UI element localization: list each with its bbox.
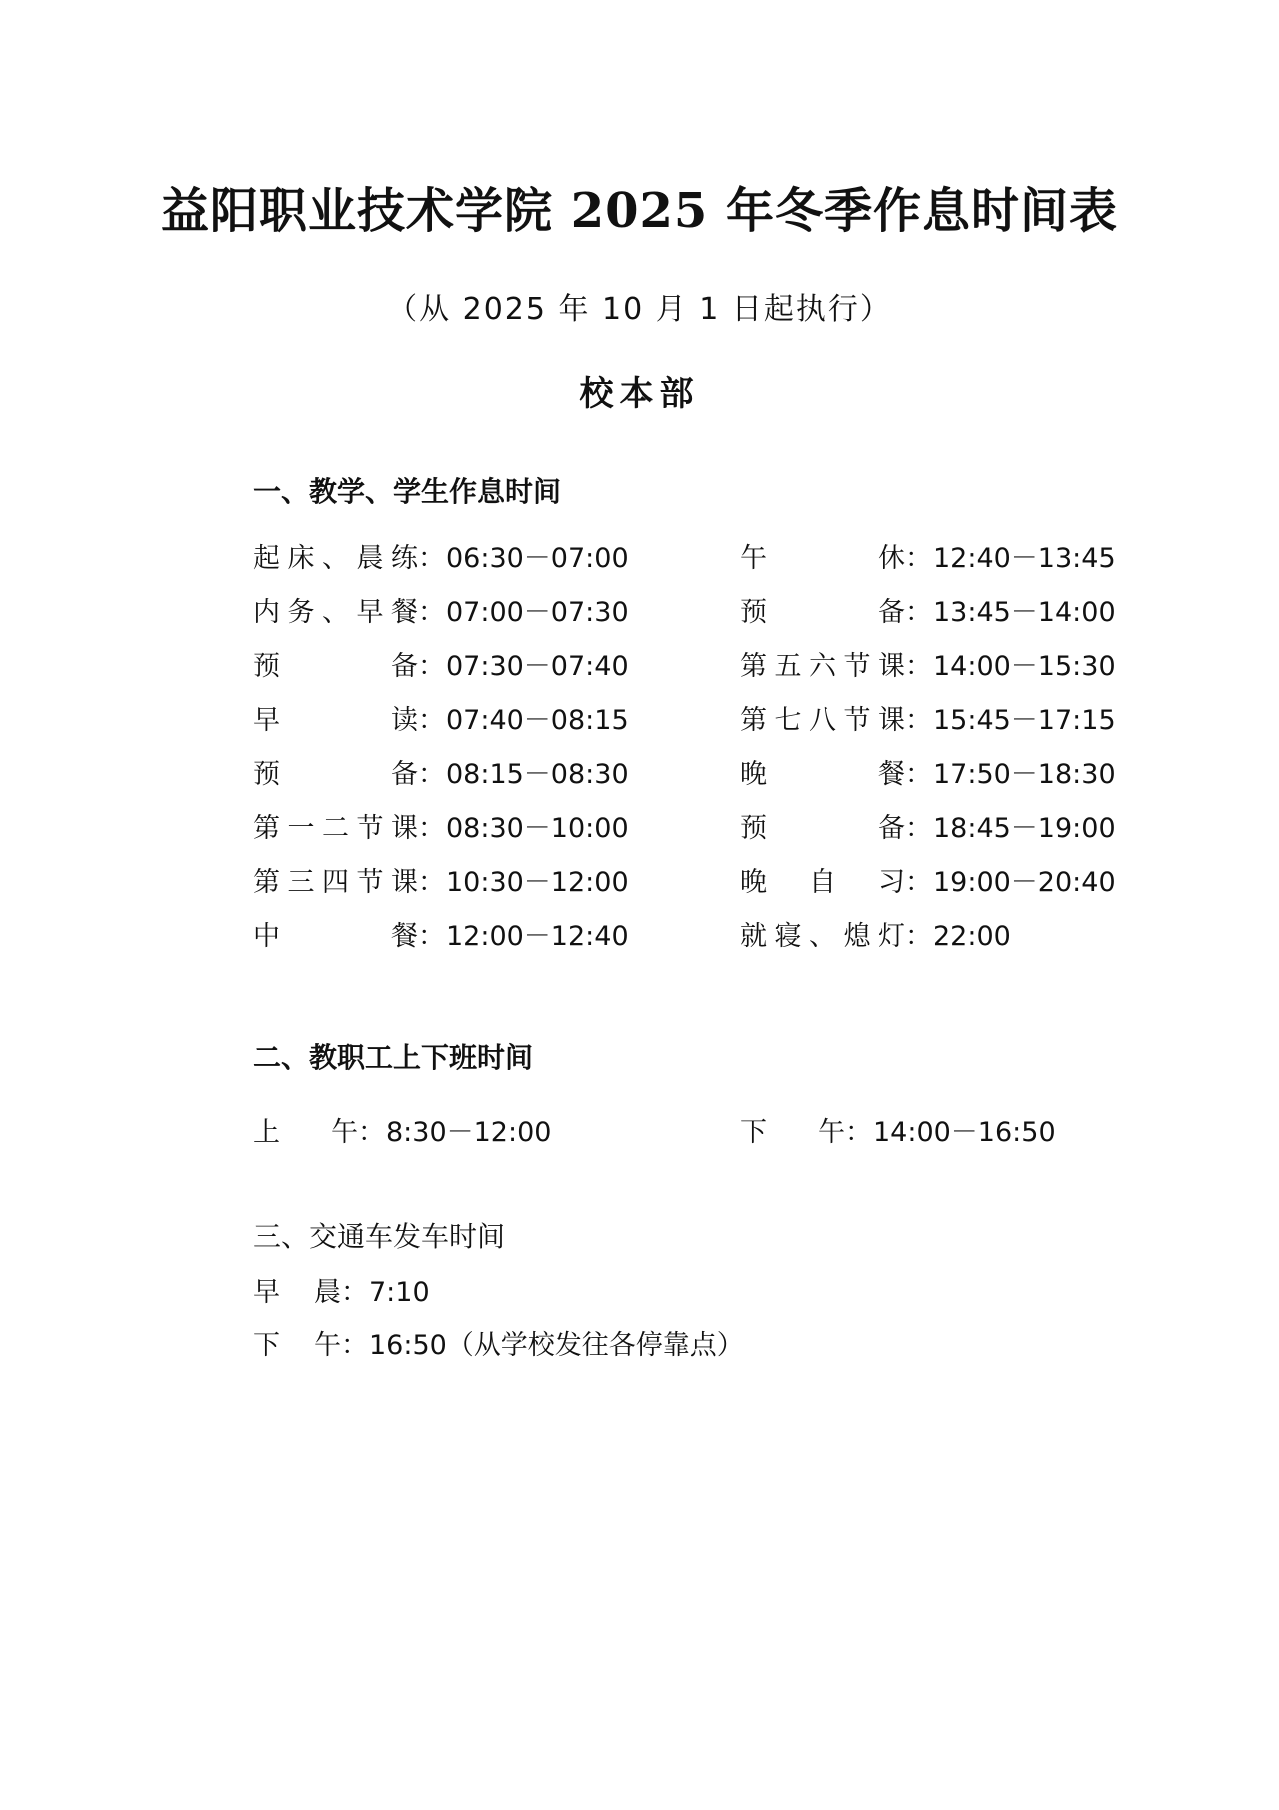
schedule-label: 早读 <box>253 705 418 736</box>
schedule-row: 预备 ： 07:30－07:40 <box>253 644 629 683</box>
schedule-time: 12:00－12:40 <box>446 921 629 952</box>
schedule-time: 07:40－08:15 <box>446 705 629 736</box>
effective-date: （从 2025 年 10 月 1 日起执行） <box>387 292 892 327</box>
schedule-time: 12:40－13:45 <box>933 543 1116 574</box>
schedule-label: 午休 <box>740 543 905 574</box>
schedule-time: 19:00－20:40 <box>933 867 1116 898</box>
schedule-label: 晚自习 <box>740 867 905 898</box>
work-hours-morning: 上午 ： 8:30－12:00 <box>253 1110 551 1149</box>
schedule-time: 7:10 <box>369 1277 430 1308</box>
schedule-time: 15:45－17:15 <box>933 705 1116 736</box>
schedule-row: 起床、晨练 ： 06:30－07:00 <box>253 536 629 575</box>
schedule-label: 下午 <box>253 1330 341 1361</box>
schedule-row: 内务、早餐 ： 07:00－07:30 <box>253 590 629 629</box>
shuttle-row: 下午 ： 16:50（从学校发往各停靠点） <box>253 1323 744 1362</box>
shuttle-row: 早晨 ： 7:10 <box>253 1270 430 1309</box>
schedule-row: 预备 ： 13:45－14:00 <box>740 590 1116 629</box>
schedule-label: 下午 <box>740 1117 845 1148</box>
schedule-time: 08:15－08:30 <box>446 759 629 790</box>
schedule-label: 早晨 <box>253 1277 341 1308</box>
schedule-label: 预备 <box>740 597 905 628</box>
schedule-time: 17:50－18:30 <box>933 759 1116 790</box>
schedule-time: 22:00 <box>933 921 1011 952</box>
schedule-label: 预备 <box>253 651 418 682</box>
section-3-title: 三、交通车发车时间 <box>253 1220 506 1253</box>
document-title: 益阳职业技术学院 2025 年冬季作息时间表 <box>160 183 1119 239</box>
schedule-row: 预备 ： 18:45－19:00 <box>740 806 1116 845</box>
schedule-time: 13:45－14:00 <box>933 597 1116 628</box>
schedule-label: 晚餐 <box>740 759 905 790</box>
schedule-label: 预备 <box>740 813 905 844</box>
schedule-time: 10:30－12:00 <box>446 867 629 898</box>
schedule-label: 第一二节课 <box>253 813 418 844</box>
schedule-time: 16:50（从学校发往各停靠点） <box>369 1330 744 1361</box>
schedule-label: 第七八节课 <box>740 705 905 736</box>
schedule-row: 第七八节课 ： 15:45－17:15 <box>740 698 1116 737</box>
schedule-label: 第三四节课 <box>253 867 418 898</box>
schedule-label: 内务、早餐 <box>253 597 418 628</box>
schedule-time: 07:30－07:40 <box>446 651 629 682</box>
schedule-time: 07:00－07:30 <box>446 597 629 628</box>
schedule-row: 预备 ： 08:15－08:30 <box>253 752 629 791</box>
schedule-row: 晚自习 ： 19:00－20:40 <box>740 860 1116 899</box>
schedule-row: 午休 ： 12:40－13:45 <box>740 536 1116 575</box>
schedule-time: 08:30－10:00 <box>446 813 629 844</box>
schedule-time: 14:00－15:30 <box>933 651 1116 682</box>
schedule-label: 中餐 <box>253 921 418 952</box>
schedule-row: 就寝、熄灯 ： 22:00 <box>740 914 1011 953</box>
schedule-row: 第五六节课 ： 14:00－15:30 <box>740 644 1116 683</box>
schedule-row: 第三四节课 ： 10:30－12:00 <box>253 860 629 899</box>
schedule-row: 第一二节课 ： 08:30－10:00 <box>253 806 629 845</box>
section-2-title: 二、教职工上下班时间 <box>253 1041 534 1074</box>
work-hours-afternoon: 下午 ： 14:00－16:50 <box>740 1110 1056 1149</box>
schedule-time: 14:00－16:50 <box>873 1117 1056 1148</box>
section-1-title: 一、教学、学生作息时间 <box>253 475 562 508</box>
schedule-time: 18:45－19:00 <box>933 813 1116 844</box>
schedule-row: 早读 ： 07:40－08:15 <box>253 698 629 737</box>
campus-heading: 校本部 <box>579 374 700 414</box>
schedule-row: 中餐 ： 12:00－12:40 <box>253 914 629 953</box>
schedule-label: 第五六节课 <box>740 651 905 682</box>
schedule-time: 06:30－07:00 <box>446 543 629 574</box>
schedule-label: 就寝、熄灯 <box>740 921 905 952</box>
schedule-row: 晚餐 ： 17:50－18:30 <box>740 752 1116 791</box>
schedule-label: 预备 <box>253 759 418 790</box>
schedule-label: 起床、晨练 <box>253 543 418 574</box>
schedule-time: 8:30－12:00 <box>386 1117 552 1148</box>
schedule-label: 上午 <box>253 1117 358 1148</box>
